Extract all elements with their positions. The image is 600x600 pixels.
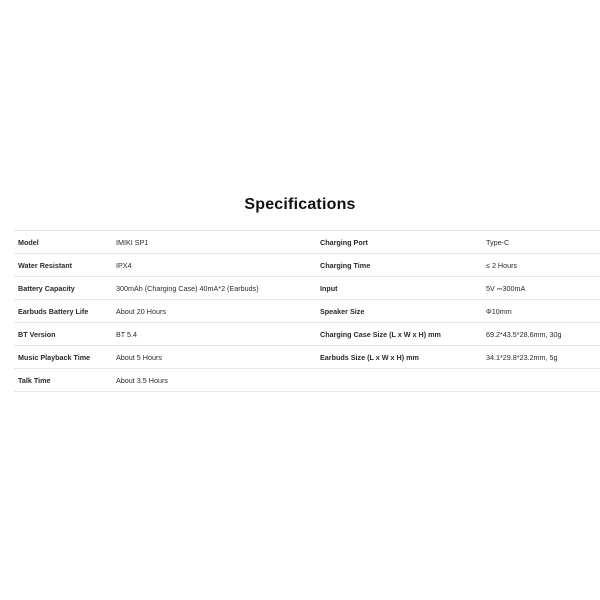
specifications-block bbox=[14, 196, 586, 392]
table-row bbox=[14, 254, 600, 277]
spec-label: Charging Time bbox=[316, 254, 482, 277]
spec-label: Charging Port bbox=[316, 231, 482, 254]
page-title: Specifications bbox=[244, 196, 356, 213]
spec-value: About 20 Hours bbox=[112, 300, 316, 323]
spec-label: Battery Capacity bbox=[14, 277, 112, 300]
table-row bbox=[14, 300, 600, 323]
table-row bbox=[14, 231, 600, 254]
spec-label: Earbuds Battery Life bbox=[14, 300, 112, 323]
spec-value: Type-C bbox=[482, 231, 600, 254]
spec-label: Talk Time bbox=[14, 369, 112, 392]
spec-value: IMIKI SP1 bbox=[112, 231, 316, 254]
spec-label: Water Resistant bbox=[14, 254, 112, 277]
spec-label: Model bbox=[14, 231, 112, 254]
spec-value: 5V ⎓300mA bbox=[482, 277, 600, 300]
specifications-table bbox=[14, 230, 600, 392]
spec-label: Earbuds Size (L x W x H) mm bbox=[316, 346, 482, 369]
spec-value: ≤ 2 Hours bbox=[482, 254, 600, 277]
table-row bbox=[14, 277, 600, 300]
spec-label: Music Playback Time bbox=[14, 346, 112, 369]
spec-value: About 5 Hours bbox=[112, 346, 316, 369]
table-row bbox=[14, 369, 600, 392]
spec-value: 69.2*43.5*28.6mm, 30g bbox=[482, 323, 600, 346]
spec-value: BT 5.4 bbox=[112, 323, 316, 346]
table-row bbox=[14, 323, 600, 346]
spec-value: Φ10mm bbox=[482, 300, 600, 323]
spec-empty-cell bbox=[316, 369, 482, 392]
spec-value: IPX4 bbox=[112, 254, 316, 277]
spec-value: 34.1*29.8*23.2mm, 5g bbox=[482, 346, 600, 369]
spec-label: BT Version bbox=[14, 323, 112, 346]
spec-label: Speaker Size bbox=[316, 300, 482, 323]
spec-empty-cell bbox=[482, 369, 600, 392]
spec-value: 300mAh (Charging Case) 40mA*2 (Earbuds) bbox=[112, 277, 316, 300]
spec-value: About 3.5 Hours bbox=[112, 369, 316, 392]
spec-label: Charging Case Size (L x W x H) mm bbox=[316, 323, 482, 346]
spec-label: Input bbox=[316, 277, 482, 300]
table-row bbox=[14, 346, 600, 369]
